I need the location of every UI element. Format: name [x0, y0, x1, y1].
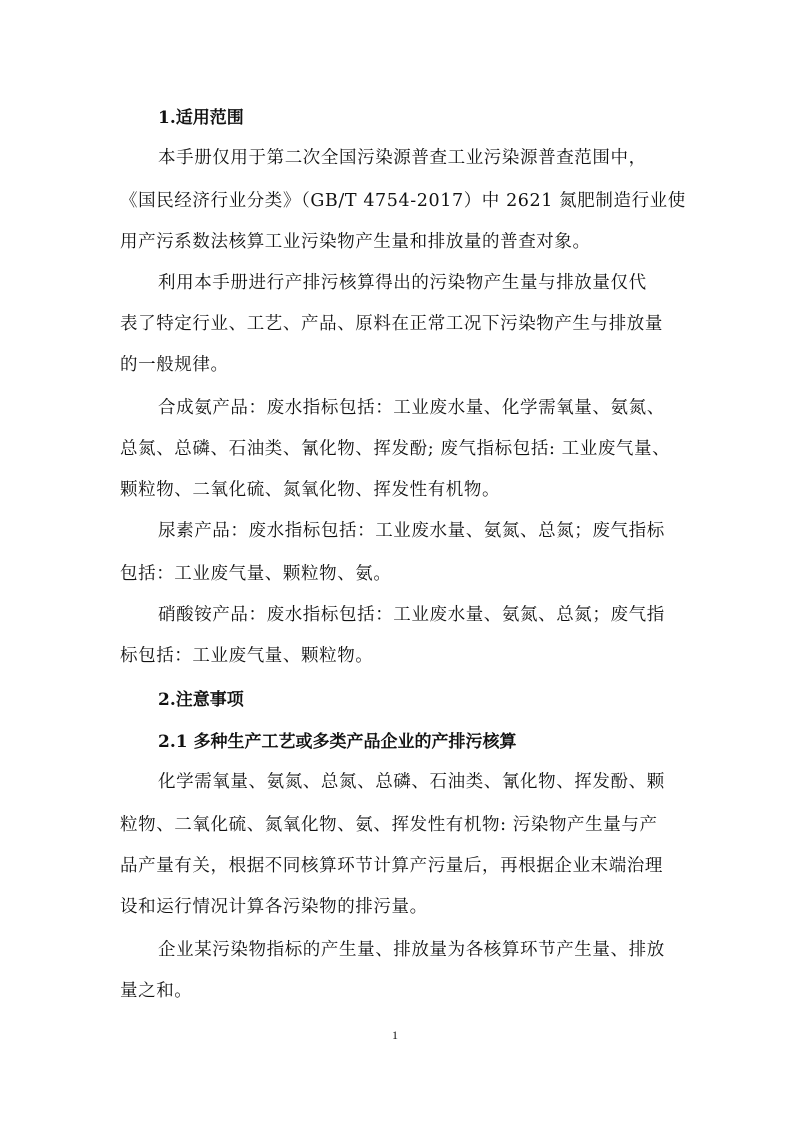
paragraph-5-line-2: 标包括：工业废气量、颗粒物。 — [120, 646, 374, 666]
paragraph-6-line-2: 粒物、二氧化硫、氮氧化物、氨、挥发性有机物: 污染物产生量与产 — [120, 815, 658, 835]
paragraph-6-line-3: 品产量有关，根据不同核算环节计算产污量后，再根据企业末端治理 — [120, 856, 663, 876]
paragraph-3-line-3: 颗粒物、二氧化硫、氮氧化物、挥发性有机物。 — [120, 480, 501, 500]
paragraph-7-line-1: 企业某污染物指标的产生量、排放量为各核算环节产生量、排放 — [158, 940, 665, 960]
paragraph-6-line-4: 设和运行情况计算各污染物的排污量。 — [120, 897, 428, 917]
paragraph-5-line-1: 硝酸铵产品：废水指标包括：工业废水量、氨氮、总氮；废气指 — [158, 605, 665, 625]
paragraph-3-line-1: 合成氨产品：废水指标包括：工业废水量、化学需氧量、氨氮、 — [158, 398, 665, 418]
paragraph-7-line-2: 量之和。 — [120, 981, 193, 1001]
paragraph-3-line-2: 总氮、总磷、石油类、氰化物、挥发酚; 废气指标包括: 工业废气量、 — [120, 439, 671, 459]
section-heading-notes: 2.注意事项 — [158, 690, 244, 710]
subsection-heading: 2.1 多种生产工艺或多类产品企业的产排污核算 — [158, 732, 517, 752]
page-number: 1 — [392, 1028, 398, 1042]
paragraph-6-line-1: 化学需氧量、氨氮、总氮、总磷、石油类、氰化物、挥发酚、颗 — [158, 772, 665, 792]
paragraph-2-line-3: 的一般规律。 — [120, 355, 229, 375]
paragraph-4-line-1: 尿素产品：废水指标包括：工业废水量、氨氮、总氮；废气指标 — [158, 521, 665, 541]
paragraph-1-line-2: 《国民经济行业分类》（GB/T 4754-2017）中 2621 氮肥制造行业使 — [120, 191, 686, 211]
section-heading-scope: 1.适用范围 — [158, 108, 244, 128]
paragraph-1-line-3: 用产污系数法核算工业污染物产生量和排放量的普查对象。 — [120, 232, 591, 252]
paragraph-4-line-2: 包括：工业废气量、颗粒物、氨。 — [120, 564, 392, 584]
paragraph-2-line-1: 利用本手册进行产排污核算得出的污染物产生量与排放量仅代 — [158, 273, 647, 293]
paragraph-1-line-1: 本手册仅用于第二次全国污染源普查工业污染源普查范围中， — [158, 148, 647, 168]
paragraph-2-line-2: 表了特定行业、工艺、产品、原料在正常工况下污染物产生与排放量 — [120, 314, 663, 334]
